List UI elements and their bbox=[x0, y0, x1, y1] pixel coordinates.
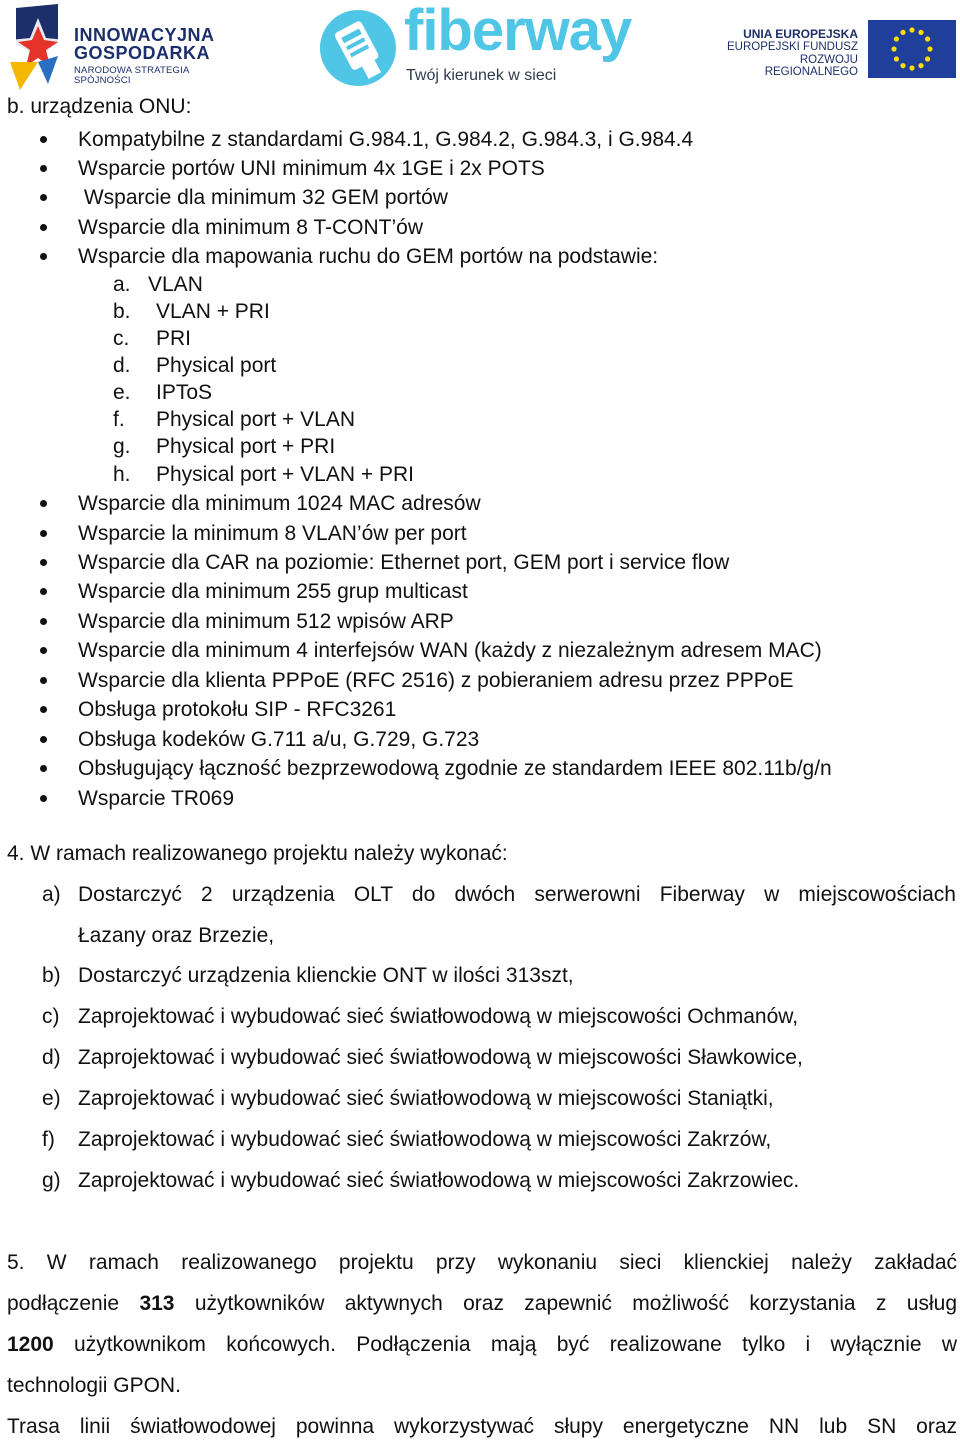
item-label: a) bbox=[42, 883, 61, 906]
sublist-item bbox=[0, 381, 960, 408]
section-5-line-1: 5. W ramach realizowanego projektu przy wykonaniu sieci klienckiej należy zakładać bbox=[7, 1251, 957, 1274]
item-text: Zaprojektować i wybudować sieć światłowodową w miejscowości Ochmanów, bbox=[78, 1005, 799, 1028]
item-text: Łazany oraz Brzezie, bbox=[78, 924, 275, 947]
sublist-text: PRI bbox=[156, 327, 192, 350]
ig-line-2: GOSPODARKA bbox=[74, 43, 211, 63]
bullet-dot bbox=[40, 677, 47, 684]
fiberway-emblem-icon bbox=[316, 6, 400, 90]
ig-text-block bbox=[74, 26, 238, 85]
section-5-line-2 bbox=[7, 1292, 957, 1316]
item-text: Zaprojektować i wybudować sieć światłowodową w miejscowości Zakrzów, bbox=[78, 1128, 772, 1151]
bullet-dot bbox=[40, 253, 47, 260]
fiberway-wordmark: fiberway bbox=[404, 0, 632, 63]
sublist-text: Physical port + VLAN + PRI bbox=[156, 463, 414, 486]
bullet-dot bbox=[40, 194, 47, 201]
bullet-text: Obsługujący łączność bezprzewodową zgodnie ze standardem IEEE 802.11b/g/n bbox=[78, 757, 832, 780]
sublist-text: Physical port bbox=[156, 354, 277, 377]
bullet-text: Wsparcie portów UNI minimum 4x 1GE i 2x POTS bbox=[78, 157, 545, 180]
bullet-text: Wsparcie dla minimum 1024 MAC adresów bbox=[78, 492, 481, 515]
list-item bbox=[0, 698, 960, 727]
bullet-text: Wsparcie dla minimum 255 grup multicast bbox=[78, 580, 468, 603]
sublist-item bbox=[0, 435, 960, 462]
text-run: użytkowników aktywnych oraz zapewnić możliwość korzystania z usług bbox=[174, 1292, 957, 1315]
bullet-dot bbox=[40, 224, 47, 231]
bullet-dot bbox=[40, 165, 47, 172]
bullet-text: Wsparcie dla minimum 8 T-CONT’ów bbox=[78, 216, 424, 239]
bullet-text: Wsparcie dla klienta PPPoE (RFC 2516) z pobieraniem adresu przez PPPoE bbox=[78, 669, 794, 692]
sublist-label: c. bbox=[113, 327, 130, 350]
bullet-dot bbox=[40, 588, 47, 595]
sublist-item bbox=[0, 327, 960, 354]
item-label: d) bbox=[42, 1046, 61, 1069]
list-item bbox=[0, 728, 960, 757]
bullet-dot bbox=[40, 530, 47, 537]
sublist-item bbox=[0, 408, 960, 435]
list-item bbox=[0, 639, 960, 668]
ig-line-3: NARODOWA STRATEGIA SPÓJNOŚCI bbox=[74, 65, 189, 86]
bullet-text: Wsparcie dla minimum 512 wpisów ARP bbox=[78, 610, 454, 633]
sublist-label: g. bbox=[113, 435, 131, 458]
bullet-dot bbox=[40, 559, 47, 566]
bullet-dot bbox=[40, 706, 47, 713]
eu-flag-icon bbox=[868, 20, 956, 78]
list-item bbox=[0, 610, 960, 639]
bullet-dot bbox=[40, 736, 47, 743]
fiberway-tagline: Twój kierunek w sieci bbox=[406, 67, 557, 84]
bullet-dot bbox=[40, 500, 47, 507]
sublist-label: f. bbox=[113, 408, 125, 431]
sublist-item bbox=[0, 300, 960, 327]
section-5-line-3 bbox=[7, 1333, 957, 1357]
sublist-label: e. bbox=[113, 381, 131, 404]
sublist-item bbox=[0, 273, 960, 300]
sublist-text: VLAN bbox=[148, 273, 203, 296]
list-item bbox=[0, 787, 960, 816]
bullet-text: Wsparcie TR069 bbox=[78, 787, 235, 810]
list-item bbox=[0, 157, 960, 186]
bullet-text: Wsparcie dla minimum 4 interfejsów WAN (każdy z niezależnym adresem MAC) bbox=[78, 639, 822, 662]
sublist-text: Physical port + VLAN bbox=[156, 408, 356, 431]
item-label: e) bbox=[42, 1087, 61, 1110]
sublist-item bbox=[0, 354, 960, 381]
text-run: podłączenie bbox=[7, 1292, 140, 1315]
sublist-label: b. bbox=[113, 300, 131, 323]
bullet-text: Obsługa protokołu SIP - RFC3261 bbox=[78, 698, 397, 721]
list-item bbox=[0, 128, 960, 157]
bullet-dot bbox=[40, 765, 47, 772]
section-5-line-4: technologii GPON. bbox=[7, 1374, 181, 1397]
bullet-text: Obsługa kodeków G.711 a/u, G.729, G.723 bbox=[78, 728, 480, 751]
section-4-title: 4. W ramach realizowanego projektu należy wykonać: bbox=[7, 842, 508, 865]
sublist-item bbox=[0, 463, 960, 490]
bold-number: 1200 bbox=[7, 1333, 54, 1356]
bullet-text: Wsparcie dla minimum 32 GEM portów bbox=[78, 186, 448, 209]
bullet-dot bbox=[40, 136, 47, 143]
list-item bbox=[0, 216, 960, 245]
eu-line-1: UNIA EUROPEJSKA bbox=[743, 27, 858, 41]
list-item bbox=[0, 522, 960, 551]
bullet-text: Wsparcie dla mapowania ruchu do GEM portów na podstawie: bbox=[78, 245, 659, 268]
item-label: g) bbox=[42, 1169, 61, 1192]
item-text: Zaprojektować i wybudować sieć światłowodową w miejscowości Zakrzowiec. bbox=[78, 1169, 800, 1192]
item-label: b) bbox=[42, 964, 61, 987]
sublist-text: IPToS bbox=[156, 381, 213, 404]
item-text: Zaprojektować i wybudować sieć światłowodową w miejscowości Staniątki, bbox=[78, 1087, 774, 1110]
list-item bbox=[0, 757, 960, 786]
list-item bbox=[0, 669, 960, 698]
bullet-dot bbox=[40, 618, 47, 625]
list-item bbox=[0, 245, 960, 274]
item-text: Dostarczyć 2 urządzenia OLT do dwóch serwerowni Fiberway w miejscowościach bbox=[78, 883, 956, 906]
bullet-dot bbox=[40, 647, 47, 654]
fiberway-logo bbox=[316, 0, 646, 90]
sublist-text: Physical port + PRI bbox=[156, 435, 336, 458]
eu-text-block bbox=[712, 28, 858, 79]
section-b-title: b. urządzenia ONU: bbox=[7, 95, 192, 118]
list-item bbox=[0, 186, 960, 215]
eu-line-2: EUROPEJSKI FUNDUSZ bbox=[727, 41, 858, 54]
list-item bbox=[0, 492, 960, 521]
section-5-line-5: Trasa linii światłowodowej powinna wykorzystywać słupy energetyczne NN lub SN oraz bbox=[7, 1415, 957, 1438]
bullet-text: Kompatybilne z standardami G.984.1, G.984.2, G.984.3, i G.984.4 bbox=[78, 128, 694, 151]
ig-star-icon bbox=[8, 4, 70, 90]
bullet-text: Wsparcie la minimum 8 VLAN’ów per port bbox=[78, 522, 467, 545]
item-label: f) bbox=[42, 1128, 55, 1151]
item-text: Dostarczyć urządzenia klienckie ONT w ilości 313szt, bbox=[78, 964, 574, 987]
item-text: Zaprojektować i wybudować sieć światłowodową w miejscowości Sławkowice, bbox=[78, 1046, 803, 1069]
list-item bbox=[0, 580, 960, 609]
sublist-text: VLAN + PRI bbox=[156, 300, 270, 323]
text-run: użytkownikom końcowych. Podłączenia mają być realizowane tylko i wyłącznie w bbox=[53, 1333, 957, 1356]
innowacyjna-gospodarka-logo bbox=[8, 4, 238, 90]
eu-line-3: ROZWOJU REGIONALNEGO bbox=[764, 53, 858, 79]
bold-number: 313 bbox=[139, 1292, 175, 1315]
list-item bbox=[0, 551, 960, 580]
page-header bbox=[0, 0, 960, 92]
sublist-label: d. bbox=[113, 354, 131, 377]
eu-fund-logo bbox=[712, 20, 958, 80]
item-label: c) bbox=[42, 1005, 60, 1028]
bullet-dot bbox=[40, 795, 47, 802]
ig-line-1: INNOWACYJNA bbox=[74, 25, 215, 45]
bullet-text: Wsparcie dla CAR na poziomie: Ethernet port, GEM port i service flow bbox=[78, 551, 730, 574]
sublist-label: a. bbox=[113, 273, 131, 296]
sublist-label: h. bbox=[113, 463, 131, 486]
